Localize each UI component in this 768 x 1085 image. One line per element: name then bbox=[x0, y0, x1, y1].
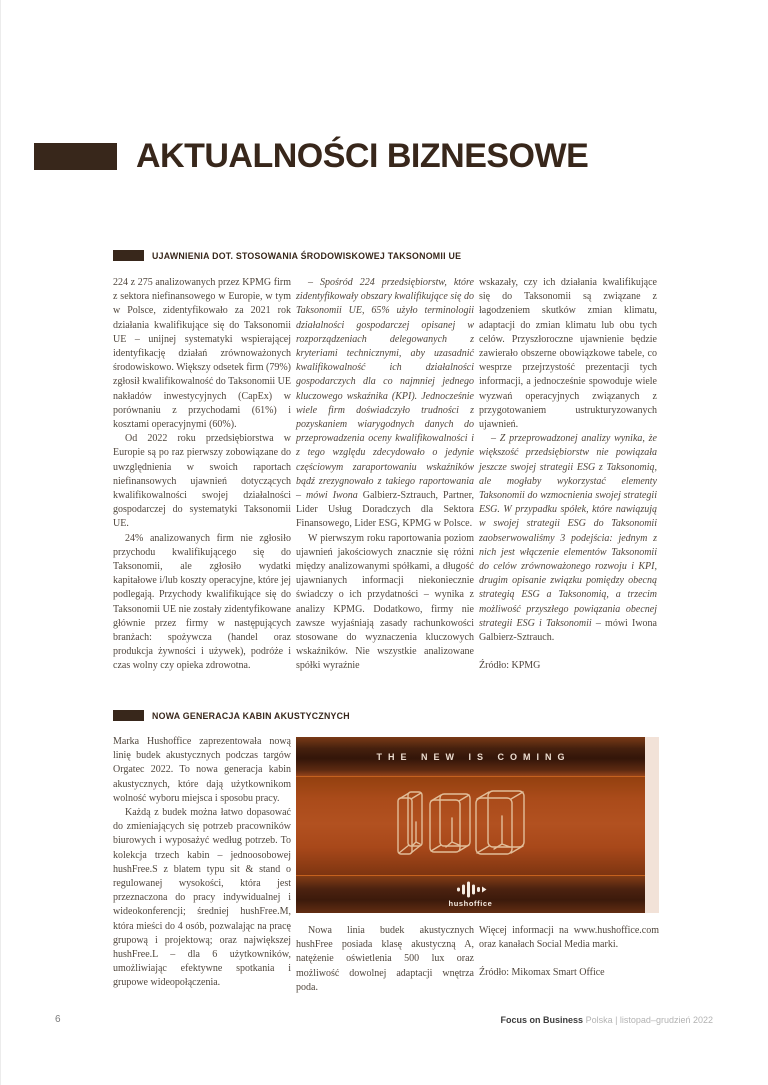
text-run: Źródło: KPMG bbox=[479, 660, 541, 672]
advert-inner bbox=[296, 737, 645, 913]
magazine-name: Focus on Business bbox=[500, 1015, 584, 1025]
article1-column-3 bbox=[479, 276, 657, 674]
issue-label: Polska | listopad–grudzień 2022 bbox=[585, 1015, 713, 1025]
source-line bbox=[479, 659, 657, 673]
paragraph bbox=[113, 276, 291, 432]
article2-column-3 bbox=[479, 924, 659, 981]
text-run: wskazały, czy ich działania kwalifikujące się do Taksonomii są związane z łagodzeniem skutków zmian klimatu, adaptacji do zmian klimatu lub obu tych celów. Przyszłoroczne ujawnienie będzie zawierało obszerne obowiązkowe tabele, co wesprze przejrzystość prezentacji tych informacji, a jednocześnie spowoduje wiele wyzwań operacyjnych związanych z przygotowaniem ustrukturyzowanych ujawnień. bbox=[479, 277, 657, 431]
text-run: mówi Iwona Galbierz-Sztrauch. bbox=[479, 617, 657, 644]
text-run: – Spośród 224 przedsiębiorstw, które zidentyfikowały obszary kwalifikujące się do Taksonomii UE, 65% użyło terminologii działalności gospodarczej opisanej w rozporządzeniach delegowanych z kryteriami technicznymi, aby uzasadnić kwalifikowalność ich działalności gospodarczych dla co najmniej jednego kluczowego wskaźnika (KPI). Jednocześnie wiele firm doświadczyło trudności z pozyskaniem wiarygodnych danych do przeprowadzenia oceny kwalifikowalności i z tego względu zdecydowało o jedynie częściowym zaraportowaniu wskaźników bądź zrezygnowało z takiego raportowania – mówi Iwona bbox=[296, 277, 474, 502]
text-run: Marka Hushoffice zaprezentowała nową linię budek akustycznych podczas targów Orgatec 2022. To nowa generacja kabin akustycznych, które dają użytkownikom wolność wyboru miejsca i sposobu pracy. bbox=[113, 736, 291, 804]
paragraph bbox=[296, 276, 474, 532]
article2-section-title: NOWA GENERACJA KABIN AKUSTYCZNYCH bbox=[152, 710, 350, 721]
footer-issue-line bbox=[501, 1015, 713, 1025]
paragraph bbox=[113, 532, 291, 674]
article2-column-2 bbox=[296, 924, 474, 995]
article1-column-1 bbox=[113, 276, 291, 674]
cabin-wireframe-graphic bbox=[396, 790, 546, 862]
text-run: Więcej informacji na www.hushoffice.com oraz kanałach Social Media marki. bbox=[479, 925, 659, 951]
paragraph bbox=[296, 924, 474, 995]
advert-headline: THE NEW IS COMING bbox=[376, 751, 571, 762]
source-line bbox=[479, 966, 659, 980]
text-run: Nowa linia budek akustycznych hushFree posiada klasę akustyczną A, natężenie oświetlenia 500 lux oraz możliwość dowolnej adaptacji wnętrza poda. bbox=[296, 925, 474, 993]
advert-top-band bbox=[296, 737, 645, 777]
text-run: W pierwszym roku raportowania poziom ujawnień jakościowych znacznie się różni między analizowanymi spółkami, a długość ujawnianych informacji niekoniecznie świadczy o ich przydatności – wynika z analizy KPMG. Dodatkowo, firmy nie zawsze wyjaśniają zasady rachunkowości stosowane do wyznaczenia kluczowych wskaźników. Nie wszystkie analizowane spółki wyraźnie bbox=[296, 532, 474, 672]
text-run: Każdą z budek można łatwo dopasować do zmieniających się potrzeb pracowników biurowych i wyposażyć według potrzeb. To kolekcja trzech kabin – jednoosobowej hushFree.S z blatem typu sit & stand o regulowanej wysokości, która jest przeznaczona do pracy indywidualnej i wideokonferencji; średniej hushFree.M, która mieści do 4 osób, pozwalając na pracę grupową i projektową; oraz największej hushFree.L – dla 6 użytkowników, umożliwiając efektywne spotkania i grupowe wideopołączenia. bbox=[113, 807, 291, 989]
text-run: Źródło: Mikomax Smart Office bbox=[479, 967, 605, 979]
soundwave-icon bbox=[454, 881, 488, 898]
article1-section-header bbox=[113, 250, 461, 261]
advert-bottom-band bbox=[296, 876, 645, 913]
article1-section-title: UJAWNIENIA DOT. STOSOWANIA ŚRODOWISKOWEJ TAKSONOMII UE bbox=[152, 250, 462, 261]
page-title: AKTUALNOŚCI BIZNESOWE bbox=[136, 137, 589, 175]
paragraph bbox=[479, 924, 659, 952]
paragraph bbox=[479, 276, 657, 432]
article1-body bbox=[113, 276, 659, 674]
text-run: – Z przeprowadzonej analizy wynika, że większość przedsiębiorstw nie powiązała jeszcze swojej strategii ESG z Taksonomią, ale mogłaby wykorzystać elementy Taksonomii do wzmocnienia swojej strategii ESG. W przypadku spółek, które nawiązują w swojej strategii ESG do Taksonomii zaobserwowaliśmy 3 podejścia: jednym z nich jest włączenie elementów Taksonomii do celów zrównoważonego rozwoju i KPI, drugim opisanie związku pomiędzy obecną strategią ESG a Taksonomią, a trzecim możliwość przyszłego powiązania obecnej strategii ESG i Taksonomii – bbox=[479, 433, 657, 629]
article1-column-2 bbox=[296, 276, 474, 674]
text-run: Galbierz-Sztrauch, Partner, Lider Usług Doradczych dla Sektora Finansowego, Lider ESG, KPMG w Polsce. bbox=[296, 490, 475, 530]
paragraph bbox=[113, 735, 291, 806]
article2-column-1 bbox=[113, 735, 291, 991]
paragraph bbox=[113, 432, 291, 531]
masthead bbox=[34, 139, 588, 173]
page-number: 6 bbox=[55, 1014, 61, 1025]
masthead-accent-bar bbox=[34, 143, 117, 170]
section-accent-bar bbox=[113, 710, 144, 721]
text-run: Od 2022 roku przedsiębiorstwa w Europie są po raz pierwszy zobowiązane do uwzględnienia w swoich raportach niefinansowych ujawnień dotyczących kwalifikowalności swojej działalności gospodarczej do systematyki Taksonomii UE. bbox=[113, 433, 291, 530]
hushoffice-advert-image bbox=[296, 737, 659, 913]
text-run: 224 z 275 analizowanych przez KPMG firm z sektora niefinansowego w Europie, w tym w Polsce, zidentyfikowało za 2021 rok działania kwalifikujące się do Taksonomii UE – unijnej systematyki wspierającej identyfikację działań zrównoważonych środowiskowo. Większy odsetek firm (79%) zgłosił kwalifikowalność do Taksonomii UE nakładów inwestycyjnych (CapEx) w porównaniu z przychodami (61%) i kosztami operacyjnymi (60%). bbox=[113, 277, 291, 431]
article2-section-header bbox=[113, 710, 350, 721]
paragraph bbox=[113, 806, 291, 991]
paragraph bbox=[296, 532, 474, 674]
section-accent-bar bbox=[113, 250, 144, 261]
advert-middle-band bbox=[296, 777, 645, 876]
paragraph bbox=[479, 432, 657, 645]
text-run: 24% analizowanych firm nie zgłosiło przychodu kwalifikującego się do Taksonomii, ale zgłosiło wydatki kapitałowe i/lub koszty operacyjne, które jej podlegają. Przychody kwalifikujące się do Taksonomii UE nie zostały zidentyfikowane głównie przez firmy w następujących branżach: spożywcza (handel oraz produkcja żywności i używek), podróże i czas wolny czy opieka zdrowotna. bbox=[113, 532, 291, 672]
advert-brand-name: hushoffice bbox=[448, 899, 493, 908]
